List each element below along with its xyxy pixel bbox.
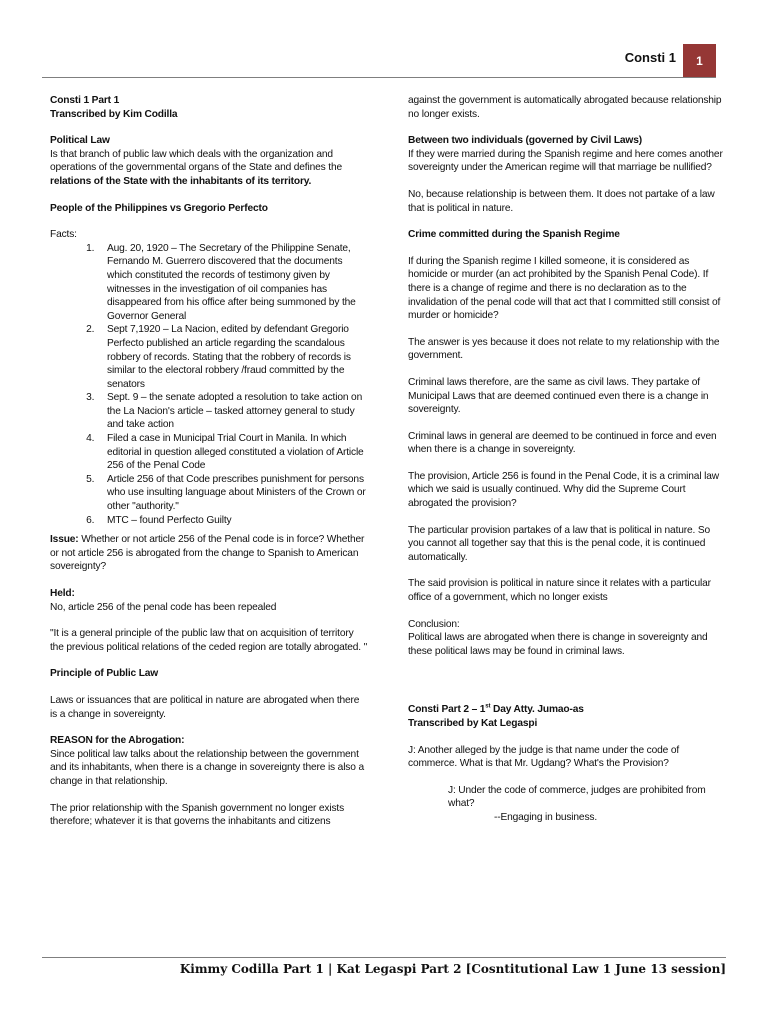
page-header-title: Consti 1 bbox=[624, 50, 676, 65]
individuals-heading: Between two individuals (governed by Civil Laws) bbox=[408, 135, 642, 147]
provision-paragraph: The provision, Article 256 is found in the Penal Code, it is a criminal law which we said is usually continued. Why did the Supreme Court abrogated the provision? bbox=[408, 470, 719, 510]
footer-rule bbox=[42, 957, 726, 958]
left-column bbox=[50, 94, 368, 829]
fact-item: 4. Filed a case in Municipal Trial Court in Manila. In which editorial in question alleged constituted a violation of Article 256 of the Penal Code bbox=[97, 432, 368, 473]
principle-heading: Principle of Public Law bbox=[50, 668, 159, 680]
header-rule bbox=[42, 77, 716, 78]
case-title: People of the Philippines vs Gregorio Perfecto bbox=[50, 202, 268, 214]
said-provision-paragraph: The said provision is political in nature since it relates with a particular office of a government, which no longer exists bbox=[408, 578, 711, 604]
fact-item: 6. MTC – found Perfecto Guilty bbox=[97, 514, 368, 528]
issue-paragraph: Issue: Whether or not article 256 of the Penal code is in force? Whether or not article 256 is abrogated from the change to Spanish to American sovereignty? bbox=[50, 534, 365, 573]
held-text: No, article 256 of the penal code has been repealed bbox=[50, 601, 277, 613]
principle-text: Laws or issuances that are political in nature are abrogated when there is a change in sovereignty. bbox=[50, 694, 360, 720]
particular-provision-paragraph: The particular provision partakes of a law that is political in nature. So you cannot all together say that this is the penal code, it is continued automatically. bbox=[408, 524, 711, 563]
dialogue-line: J: Another alleged by the judge is that name under the code of commerce. What is that Mr. Ugdang? What's the Provision? bbox=[408, 744, 680, 770]
individuals-question: If they were married during the Spanish regime and here comes another sovereignty under the American regime will that marriage be nullified? bbox=[408, 148, 723, 174]
political-law-definition: Is that branch of public law which deals with the organization and operations of the governmental organs of the State and defines the relations of the State with the inhabitants of its territory. bbox=[50, 148, 342, 187]
reason-heading: REASON for the Abrogation: bbox=[50, 735, 185, 747]
individuals-answer: No, because relationship is between them. It does not partake of a law that is political in nature. bbox=[408, 188, 715, 214]
dialogue-line: J: Under the code of commerce, judges are prohibited from what? bbox=[448, 784, 706, 810]
transcriber-line: Transcribed by Kim Codilla bbox=[50, 108, 178, 120]
crime-answer: The answer is yes because it does not relate to my relationship with the government. bbox=[408, 336, 720, 362]
page-footer: Kimmy Codilla Part 1 | Kat Legaspi Part 2 [Cosntitutional Law 1 June 13 session] bbox=[179, 962, 726, 976]
part2-transcriber: Transcribed by Kat Legaspi bbox=[408, 718, 538, 729]
political-law-heading: Political Law bbox=[50, 135, 110, 147]
prior-relationship-text: The prior relationship with the Spanish government no longer exists therefore; whatever it is that governs the inhabitants and citizens bbox=[50, 802, 345, 828]
part2-title: Consti Part 2 – 1st Day Atty. Jumao-as bbox=[408, 704, 584, 716]
fact-item: 1. Aug. 20, 1920 – The Secretary of the Philippine Senate, Fernando M. Guerrero discovered that the documents which constituted the records of testimony given by witnesses in the investigation of oil companies has disappeared from his office after being summoned by the Governor General bbox=[97, 242, 368, 324]
crime-question: If during the Spanish regime I killed someone, it is considered as homicide or murder (an act prohibited by the Spanish Penal Code). If there is a change of regime and there is no declaration as to the invalidation of the penal code will that act that I committed still consist of murder or homicide? bbox=[408, 255, 721, 322]
conclusion-text: Political laws are abrogated when there is change in sovereignty and these political laws may be found in criminal laws. bbox=[408, 632, 708, 657]
facts-label: Facts: bbox=[50, 229, 77, 241]
criminal-laws-paragraph: Criminal laws in general are deemed to be continued in force and even when there is a change in sovereignty. bbox=[408, 430, 717, 456]
held-quote: "It is a general principle of the public law that on acquisition of territory the previous political relations of the ceded region are totally abrogated. " bbox=[50, 628, 368, 653]
held-label: Held: bbox=[50, 588, 75, 599]
fact-item: 5. Article 256 of that Code prescribes punishment for persons who use insulting language about Ministers of the Crown or other "authority." bbox=[97, 473, 368, 514]
document-title: Consti 1 Part 1 bbox=[50, 95, 120, 106]
page-number-badge: 1 bbox=[683, 44, 716, 77]
criminal-laws-paragraph: Criminal laws therefore, are the same as civil laws. They partake of Municipal Laws that are deemed continued even there is a change in sovereignty. bbox=[408, 376, 709, 416]
right-column bbox=[408, 94, 726, 825]
fact-item: 3. Sept. 9 – the senate adopted a resolution to take action on the La Nacion's article – tasked attorney general to study and take action bbox=[97, 391, 368, 432]
fact-item: 2. Sept 7,1920 – La Nacion, edited by defendant Gregorio Perfecto published an article regarding the scandalous robbery of records. Stating that the robbery of records is similar to the electoral robbery /fraud committed by the senators bbox=[97, 323, 368, 391]
continued-text: against the government is automatically abrogated because relationship no longer exists. bbox=[408, 95, 722, 120]
crime-heading: Crime committed during the Spanish Regime bbox=[408, 229, 620, 241]
facts-list bbox=[50, 242, 368, 527]
dialogue-line: --Engaging in business. bbox=[494, 811, 598, 823]
reason-text: Since political law talks about the relationship between the government and its inhabitants, when there is a change in sovereignty there is also a change in that relationship. bbox=[50, 748, 364, 787]
conclusion-label: Conclusion: bbox=[408, 618, 460, 630]
